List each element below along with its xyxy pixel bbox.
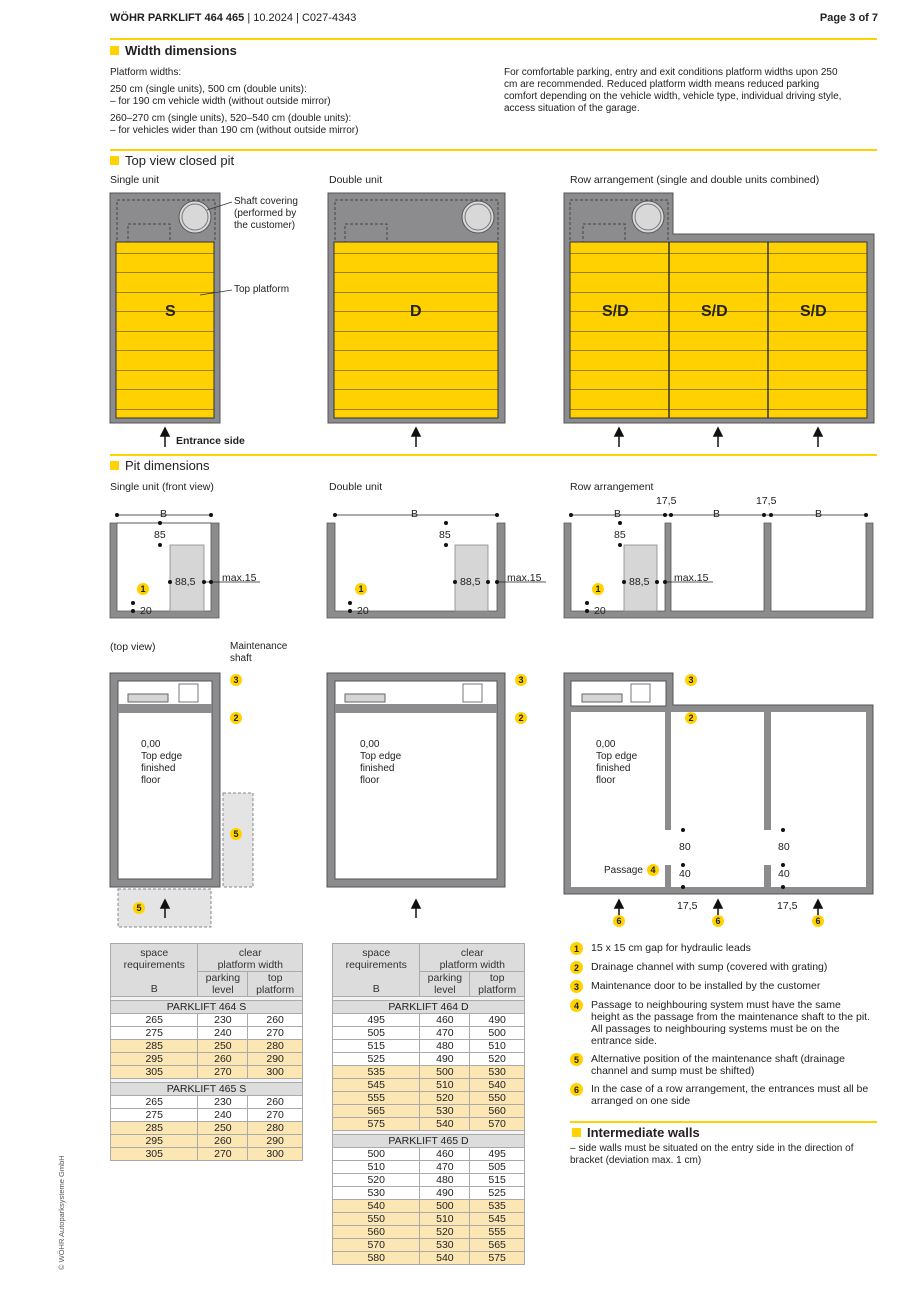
- single-unit-table: [110, 943, 303, 1161]
- table-row: 295 260 290: [111, 1135, 303, 1148]
- single-mark: S: [165, 303, 176, 320]
- dim-20: 20: [357, 605, 369, 617]
- entrance-arrow-icons: [161, 428, 822, 447]
- dim-17-5: 17,5: [756, 495, 777, 507]
- table-row: 285 250 280: [111, 1122, 303, 1135]
- label-double-unit: Double unit: [329, 174, 383, 186]
- width-line-2: – for 190 cm vehicle width (without outside mirror): [110, 96, 331, 107]
- legend-note: 2 Drainage channel with sump (covered with grating): [570, 961, 870, 974]
- dim-b-row-1: B: [614, 508, 622, 520]
- svg-text:2: 2: [233, 713, 239, 723]
- table-group-title: PARKLIFT 464 S: [111, 1001, 303, 1014]
- svg-text:1: 1: [595, 584, 601, 594]
- section-title: Pit dimensions: [125, 458, 210, 473]
- number-badge-icon: 4: [570, 999, 583, 1012]
- row-mark-3: S/D: [800, 303, 827, 320]
- dim-b-double: B: [411, 508, 419, 520]
- header-top: top platform: [470, 972, 525, 997]
- dim-80: 80: [679, 841, 691, 853]
- entrance-side-label: Entrance side: [176, 435, 245, 447]
- table-group-title: PARKLIFT 465 S: [111, 1083, 303, 1096]
- row-mark-1: S/D: [602, 303, 629, 320]
- table-row: 530 490 525: [333, 1187, 525, 1200]
- svg-text:5: 5: [233, 829, 239, 839]
- double-mark: D: [410, 303, 422, 320]
- header-space: space requirements B: [333, 944, 420, 997]
- dim-88-5: 88,5: [629, 576, 650, 588]
- double-unit-table: [332, 943, 525, 1265]
- table-row: 550 510 545: [333, 1213, 525, 1226]
- dim-20: 20: [140, 605, 152, 617]
- dim-b-row-3: B: [815, 508, 823, 520]
- legend-note: 6 In the case of a row arrangement, the entrances must all be arranged on one side: [570, 1083, 870, 1107]
- dim-max-15: max.15: [674, 572, 709, 584]
- svg-text:2: 2: [518, 713, 524, 723]
- svg-text:1: 1: [358, 584, 364, 594]
- label-single-unit: Single unit: [110, 174, 160, 186]
- maintenance-shaft-label: Maintenance shaft: [230, 641, 288, 664]
- divider: [110, 454, 877, 456]
- label-double-front: Double unit: [329, 481, 383, 493]
- top-view-diagrams: [0, 0, 920, 460]
- table-row: 500 460 495: [333, 1148, 525, 1161]
- table-row: 525 490 520: [333, 1053, 525, 1066]
- dim-80: 80: [778, 841, 790, 853]
- dim-85: 85: [439, 529, 451, 541]
- label-row-arrangement: Row arrangement (single and double units combined): [570, 174, 820, 186]
- svg-text:5: 5: [136, 903, 142, 913]
- passage-label: Passage: [604, 865, 643, 876]
- table-row: 510 470 505: [333, 1161, 525, 1174]
- number-badge-icon: 1: [570, 942, 583, 955]
- section-title: Intermediate walls: [587, 1125, 700, 1140]
- label-row-front: Row arrangement: [570, 481, 654, 493]
- table-row: 275 240 270: [111, 1109, 303, 1122]
- dim-17-5: 17,5: [777, 900, 798, 912]
- table-row: 275 240 270: [111, 1027, 303, 1040]
- number-badge-icon: 5: [570, 1053, 583, 1066]
- table-row: 540 500 535: [333, 1200, 525, 1213]
- section-intermediate-walls: [572, 1125, 700, 1140]
- svg-text:2: 2: [688, 713, 694, 723]
- dim-17-5: 17,5: [677, 900, 698, 912]
- section-title: Width dimensions: [125, 43, 237, 58]
- dim-40: 40: [778, 868, 790, 880]
- legend-note: 1 15 x 15 cm gap for hydraulic leads: [570, 942, 870, 955]
- divider: [570, 1121, 877, 1123]
- intermediate-walls-text: – side walls must be situated on the entry side in the direction of bracket (deviation max. 1 cm): [570, 1143, 854, 1166]
- table-row: 265 230 260: [111, 1096, 303, 1109]
- level-label-row: 0,00 Top edge finished floor: [596, 739, 638, 786]
- svg-text:6: 6: [715, 916, 721, 926]
- table-row: 305 270 300: [111, 1066, 303, 1079]
- svg-text:1: 1: [140, 584, 146, 594]
- legend-notes: [570, 942, 870, 1113]
- svg-text:6: 6: [815, 916, 821, 926]
- legend-note: 3 Maintenance door to be installed by the customer: [570, 980, 870, 993]
- dim-17-5: 17,5: [656, 495, 677, 507]
- dim-88-5: 88,5: [460, 576, 481, 588]
- dim-b-row-2: B: [713, 508, 721, 520]
- svg-text:3: 3: [688, 675, 694, 685]
- section-pit-dimensions: [110, 458, 210, 473]
- top-platform-label: Top platform: [234, 284, 290, 295]
- table-row: 535 500 530: [333, 1066, 525, 1079]
- table-row: 495 460 490: [333, 1014, 525, 1027]
- header-space: space requirements B: [111, 944, 198, 997]
- dim-b-single: B: [160, 508, 168, 520]
- copyright: © WÖHR Autoparksysteme GmbH: [57, 1155, 66, 1270]
- dim-88-5: 88,5: [175, 576, 196, 588]
- dim-max-15: max.15: [507, 572, 542, 584]
- table-row: 295 260 290: [111, 1053, 303, 1066]
- shaft-covering-label: Shaft covering (performed by the customer): [234, 196, 298, 231]
- level-label-double: 0,00 Top edge finished floor: [360, 739, 402, 786]
- header-top: top platform: [248, 972, 303, 997]
- row-arrangement-plan: [564, 673, 873, 918]
- table-row: 575 540 570: [333, 1118, 525, 1131]
- table-row: 515 480 510: [333, 1040, 525, 1053]
- single-unit-plan: [110, 673, 253, 927]
- table-row: 305 270 300: [111, 1148, 303, 1161]
- dim-40: 40: [679, 868, 691, 880]
- top-view-label: (top view): [110, 641, 156, 653]
- number-badge-icon: 3: [570, 980, 583, 993]
- svg-text:3: 3: [518, 675, 524, 685]
- table-row: 265 230 260: [111, 1014, 303, 1027]
- svg-text:6: 6: [616, 916, 622, 926]
- width-line-4: – for vehicles wider than 190 cm (without outside mirror): [110, 125, 359, 136]
- dim-85: 85: [614, 529, 626, 541]
- number-badge-icon: 6: [570, 1083, 583, 1096]
- table-group-title: PARKLIFT 464 D: [333, 1001, 525, 1014]
- row-mark-2: S/D: [701, 303, 728, 320]
- header-clear: clear platform width: [420, 944, 525, 972]
- table-group-title: PARKLIFT 465 D: [333, 1135, 525, 1148]
- header-clear: clear platform width: [198, 944, 303, 972]
- level-label-single: 0,00 Top edge finished floor: [141, 739, 183, 786]
- page-number: Page 3 of 7: [819, 12, 878, 24]
- product-name: WÖHR PARKLIFT 464 465: [110, 12, 245, 24]
- table-row: 570 530 565: [333, 1239, 525, 1252]
- section-marker-icon: [572, 1128, 581, 1137]
- svg-text:3: 3: [233, 675, 239, 685]
- width-line-3: 260–270 cm (single units), 520–540 cm (double units):: [110, 113, 352, 124]
- table-row: 520 480 515: [333, 1174, 525, 1187]
- legend-note: 4 Passage to neighbouring system must have the same height as the passage from the maintenance shaft to the pit. All passages to neighbouring systems must be on the entrance side.: [570, 999, 870, 1047]
- width-line-1: 250 cm (single units), 500 cm (double units):: [110, 84, 307, 95]
- table-row: 505 470 500: [333, 1027, 525, 1040]
- width-recommendation: For comfortable parking, entry and exit conditions platform widths upon 250 cm are recommended. Reduced platform width means reduced parking comfort depending on the vehicle width, vehicle type, individual driving style, access situation of the garage.: [504, 67, 842, 114]
- table-row: 285 250 280: [111, 1040, 303, 1053]
- dim-20: 20: [594, 605, 606, 617]
- dim-max-15: max.15: [222, 572, 257, 584]
- section-title: Top view closed pit: [125, 153, 235, 168]
- number-badge-icon: 2: [570, 961, 583, 974]
- platform-widths-label: Platform widths:: [110, 67, 182, 78]
- table-row: 560 520 555: [333, 1226, 525, 1239]
- legend-note: 5 Alternative position of the maintenance shaft (drainage channel and sump must be shifted): [570, 1053, 870, 1077]
- section-marker-icon: [110, 461, 119, 470]
- document-meta: | 10.2024 | C027-4343: [247, 12, 357, 24]
- table-row: 580 540 575: [333, 1252, 525, 1265]
- label-single-front: Single unit (front view): [110, 481, 214, 493]
- table-row: 565 530 560: [333, 1105, 525, 1118]
- double-unit-plan: [327, 673, 505, 918]
- svg-text:4: 4: [650, 865, 656, 875]
- dim-85: 85: [154, 529, 166, 541]
- header-parking: parking level: [198, 972, 248, 997]
- table-row: 545 510 540: [333, 1079, 525, 1092]
- table-row: 555 520 550: [333, 1092, 525, 1105]
- header-parking: parking level: [420, 972, 470, 997]
